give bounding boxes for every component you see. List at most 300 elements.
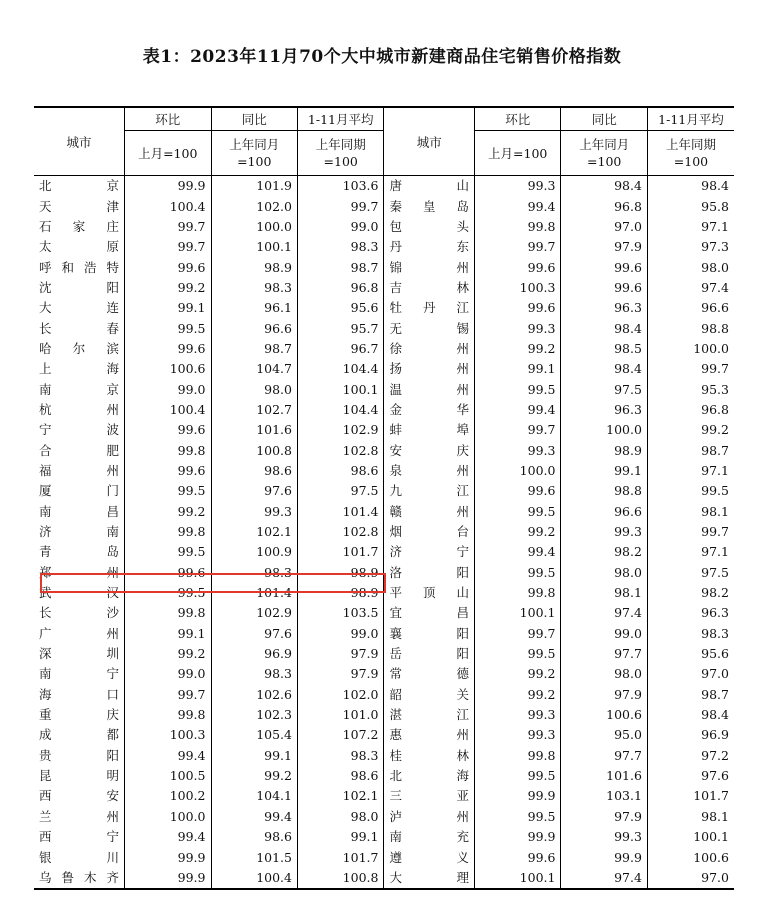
yoy-header-right: 同比 xyxy=(561,107,647,131)
city-cell: 济南 xyxy=(34,522,125,542)
yoy-value: 100.6 xyxy=(561,705,647,725)
mom-value: 99.5 xyxy=(474,563,560,583)
yoy-value: 102.1 xyxy=(211,522,297,542)
city-cell: 太原 xyxy=(34,237,125,257)
avg-header-right: 1-11月平均 xyxy=(647,107,734,131)
avg-value: 98.8 xyxy=(701,320,729,336)
table-row xyxy=(34,217,734,237)
mom-header-left: 环比 xyxy=(125,107,211,131)
avg-value: 100.0 xyxy=(693,340,729,356)
yoy-value: 98.1 xyxy=(561,583,647,603)
avg-value: 96.8 xyxy=(297,278,383,298)
mom-value: 99.5 xyxy=(125,318,211,338)
yoy-value: 99.6 xyxy=(561,257,647,277)
yoy-value: 98.3 xyxy=(211,563,297,583)
table-row xyxy=(34,807,734,827)
avg-value: 101.7 xyxy=(693,788,729,804)
table-row xyxy=(34,847,734,867)
mom-value: 99.6 xyxy=(474,847,560,867)
yoy-value: 98.8 xyxy=(561,481,647,501)
avg-value: 99.7 xyxy=(701,524,729,540)
avg-value: 95.6 xyxy=(701,646,729,662)
avg-value: 97.4 xyxy=(701,279,729,295)
city-cell: 重庆 xyxy=(34,705,125,725)
yoy-value: 98.0 xyxy=(561,664,647,684)
city-cell: 牡丹江 xyxy=(384,298,475,318)
avg-value: 98.1 xyxy=(701,503,729,519)
mom-value: 99.7 xyxy=(125,237,211,257)
header-row-1 xyxy=(34,107,734,131)
mom-value: 99.6 xyxy=(125,420,211,440)
yoy-value: 99.1 xyxy=(561,461,647,481)
yoy-value: 97.5 xyxy=(561,379,647,399)
city-cell: 宜昌 xyxy=(384,603,475,623)
city-cell: 包头 xyxy=(384,217,475,237)
city-cell: 南宁 xyxy=(34,664,125,684)
city-cell: 安庆 xyxy=(384,440,475,460)
yoy-value: 98.3 xyxy=(211,664,297,684)
mom-value: 99.5 xyxy=(474,502,560,522)
avg-value: 102.9 xyxy=(297,420,383,440)
yoy-value: 97.9 xyxy=(561,237,647,257)
mom-value: 99.8 xyxy=(474,583,560,603)
city-cell: 哈尔滨 xyxy=(34,339,125,359)
mom-value: 99.6 xyxy=(474,257,560,277)
mom-value: 99.7 xyxy=(474,624,560,644)
avg-value: 102.8 xyxy=(297,522,383,542)
yoy-value: 97.9 xyxy=(561,807,647,827)
mom-value: 100.3 xyxy=(125,725,211,745)
city-cell: 乌鲁木齐 xyxy=(34,868,125,889)
table-row xyxy=(34,868,734,889)
city-cell: 兰州 xyxy=(34,807,125,827)
yoy-value: 97.6 xyxy=(211,481,297,501)
yoy-value: 99.3 xyxy=(561,827,647,847)
table-row xyxy=(34,766,734,786)
table-row xyxy=(34,481,734,501)
city-cell: 郑州 xyxy=(34,563,125,583)
avg-value: 99.1 xyxy=(297,827,383,847)
table-row xyxy=(34,461,734,481)
avg-value: 102.0 xyxy=(297,685,383,705)
mom-value: 99.2 xyxy=(474,522,560,542)
table-row xyxy=(34,278,734,298)
city-cell: 武汉 xyxy=(34,583,125,603)
avg-value: 101.7 xyxy=(297,847,383,867)
avg-value: 99.7 xyxy=(701,361,729,377)
mom-header-right: 环比 xyxy=(474,107,560,131)
mom-value: 99.9 xyxy=(125,176,211,197)
yoy-value: 100.9 xyxy=(211,542,297,562)
yoy-value: 98.9 xyxy=(211,257,297,277)
city-cell: 常德 xyxy=(384,664,475,684)
mom-value: 99.0 xyxy=(125,379,211,399)
avg-value: 97.9 xyxy=(297,664,383,684)
table-row xyxy=(34,400,734,420)
city-cell: 丹东 xyxy=(384,237,475,257)
mom-value: 99.1 xyxy=(125,298,211,318)
mom-value: 99.5 xyxy=(474,644,560,664)
city-cell: 赣州 xyxy=(384,502,475,522)
yoy-value: 96.3 xyxy=(561,298,647,318)
yoy-value: 95.0 xyxy=(561,725,647,745)
avg-value: 97.0 xyxy=(647,868,734,889)
city-cell: 九江 xyxy=(384,481,475,501)
table-row xyxy=(34,420,734,440)
avg-value: 97.3 xyxy=(701,239,729,255)
city-cell: 南京 xyxy=(34,379,125,399)
avg-value: 95.6 xyxy=(297,298,383,318)
city-cell: 洛阳 xyxy=(384,563,475,583)
city-cell: 襄阳 xyxy=(384,624,475,644)
city-cell: 上海 xyxy=(34,359,125,379)
avg-value: 102.8 xyxy=(297,440,383,460)
mom-base-right: 上月=100 xyxy=(474,131,560,176)
mom-value: 99.5 xyxy=(474,766,560,786)
avg-value: 98.3 xyxy=(297,237,383,257)
table-row xyxy=(34,644,734,664)
city-cell: 扬州 xyxy=(384,359,475,379)
mom-value: 99.6 xyxy=(125,461,211,481)
table-row xyxy=(34,440,734,460)
city-cell: 天津 xyxy=(34,196,125,216)
avg-value: 97.2 xyxy=(701,747,729,763)
yoy-value: 101.6 xyxy=(561,766,647,786)
avg-value: 97.1 xyxy=(701,218,729,234)
mom-value: 99.1 xyxy=(125,624,211,644)
mom-value: 99.4 xyxy=(474,196,560,216)
yoy-value: 101.6 xyxy=(211,420,297,440)
mom-value: 99.6 xyxy=(474,481,560,501)
page-title: 表1：2023年11月70个大中城市新建商品住宅销售价格指数 xyxy=(142,47,622,67)
city-cell: 岳阳 xyxy=(384,644,475,664)
city-cell: 大理 xyxy=(384,868,475,889)
avg-value: 96.7 xyxy=(297,339,383,359)
yoy-value: 103.1 xyxy=(561,786,647,806)
avg-value: 98.3 xyxy=(297,746,383,766)
city-cell: 深圳 xyxy=(34,644,125,664)
city-cell: 蚌埠 xyxy=(384,420,475,440)
city-cell: 广州 xyxy=(34,624,125,644)
mom-value: 99.5 xyxy=(125,583,211,603)
table-row xyxy=(34,379,734,399)
yoy-base-right: 上年同月 =100 xyxy=(561,131,647,176)
yoy-value: 101.9 xyxy=(211,176,297,197)
yoy-value: 99.6 xyxy=(561,278,647,298)
city-cell: 北京 xyxy=(34,176,125,197)
yoy-value: 96.8 xyxy=(561,196,647,216)
avg-value: 99.2 xyxy=(701,422,729,438)
avg-value: 103.5 xyxy=(297,603,383,623)
mom-value: 99.7 xyxy=(125,217,211,237)
mom-value: 99.8 xyxy=(474,217,560,237)
city-cell: 金华 xyxy=(384,400,475,420)
table-row xyxy=(34,786,734,806)
yoy-value: 104.7 xyxy=(211,359,297,379)
avg-value: 103.6 xyxy=(297,176,383,197)
yoy-value: 98.6 xyxy=(211,827,297,847)
city-cell: 韶关 xyxy=(384,685,475,705)
yoy-value: 101.5 xyxy=(211,847,297,867)
city-cell: 宁波 xyxy=(34,420,125,440)
avg-value: 101.0 xyxy=(297,705,383,725)
yoy-value: 100.8 xyxy=(211,440,297,460)
avg-value: 96.9 xyxy=(701,727,729,743)
city-cell: 银川 xyxy=(34,847,125,867)
yoy-value: 102.3 xyxy=(211,705,297,725)
avg-value: 98.0 xyxy=(701,259,729,275)
mom-value: 99.0 xyxy=(125,664,211,684)
mom-value: 99.3 xyxy=(474,725,560,745)
city-cell: 南充 xyxy=(384,827,475,847)
avg-value: 99.7 xyxy=(297,196,383,216)
avg-header-left: 1-11月平均 xyxy=(297,107,383,131)
mom-value: 99.8 xyxy=(125,440,211,460)
city-cell: 徐州 xyxy=(384,339,475,359)
mom-value: 99.4 xyxy=(474,400,560,420)
mom-value: 99.3 xyxy=(474,705,560,725)
avg-value: 96.3 xyxy=(701,605,729,621)
city-cell: 桂林 xyxy=(384,746,475,766)
avg-value: 100.1 xyxy=(693,829,729,845)
mom-value: 99.3 xyxy=(474,176,560,197)
mom-value: 100.0 xyxy=(474,461,560,481)
avg-value: 95.8 xyxy=(701,198,729,214)
city-cell: 厦门 xyxy=(34,481,125,501)
yoy-value: 98.4 xyxy=(561,176,647,197)
yoy-value: 98.3 xyxy=(211,278,297,298)
mom-value: 99.2 xyxy=(474,664,560,684)
yoy-value: 102.0 xyxy=(211,196,297,216)
avg-value: 98.0 xyxy=(297,807,383,827)
city-cell: 石家庄 xyxy=(34,217,125,237)
city-cell: 锦州 xyxy=(384,257,475,277)
avg-value: 98.9 xyxy=(297,583,383,603)
avg-value: 104.4 xyxy=(297,400,383,420)
city-cell: 大连 xyxy=(34,298,125,318)
city-cell: 西安 xyxy=(34,786,125,806)
city-cell: 青岛 xyxy=(34,542,125,562)
avg-value: 102.1 xyxy=(297,786,383,806)
city-cell: 沈阳 xyxy=(34,278,125,298)
mom-value: 99.7 xyxy=(474,237,560,257)
mom-value: 99.3 xyxy=(474,440,560,460)
table-row xyxy=(34,705,734,725)
avg-value: 95.7 xyxy=(297,318,383,338)
mom-value: 99.4 xyxy=(125,746,211,766)
mom-value: 99.8 xyxy=(125,603,211,623)
avg-value: 97.1 xyxy=(701,544,729,560)
yoy-value: 98.9 xyxy=(561,440,647,460)
mom-value: 99.9 xyxy=(474,786,560,806)
avg-value: 98.7 xyxy=(701,686,729,702)
avg-value: 99.0 xyxy=(297,624,383,644)
city-cell: 杭州 xyxy=(34,400,125,420)
table-row xyxy=(34,298,734,318)
mom-value: 99.6 xyxy=(125,339,211,359)
table-row xyxy=(34,624,734,644)
avg-value: 99.5 xyxy=(701,483,729,499)
avg-value: 107.2 xyxy=(297,725,383,745)
avg-value: 100.8 xyxy=(297,868,383,889)
table-row xyxy=(34,685,734,705)
yoy-value: 102.7 xyxy=(211,400,297,420)
mom-value: 99.7 xyxy=(474,420,560,440)
mom-value: 99.2 xyxy=(125,278,211,298)
city-header-right: 城市 xyxy=(384,107,475,176)
yoy-value: 102.9 xyxy=(211,603,297,623)
avg-value: 98.7 xyxy=(297,257,383,277)
city-cell: 长沙 xyxy=(34,603,125,623)
yoy-value: 96.9 xyxy=(211,644,297,664)
mom-value: 100.2 xyxy=(125,786,211,806)
yoy-value: 98.0 xyxy=(211,379,297,399)
avg-value: 104.4 xyxy=(297,359,383,379)
yoy-value: 97.6 xyxy=(211,624,297,644)
yoy-value: 99.3 xyxy=(211,502,297,522)
avg-base-right: 上年同期 =100 xyxy=(647,131,734,176)
avg-value: 96.6 xyxy=(701,300,729,316)
yoy-value: 102.6 xyxy=(211,685,297,705)
mom-value: 100.3 xyxy=(474,278,560,298)
table-row xyxy=(34,746,734,766)
city-cell: 湛江 xyxy=(384,705,475,725)
mom-value: 99.4 xyxy=(125,827,211,847)
yoy-header-left: 同比 xyxy=(211,107,297,131)
table-row xyxy=(34,603,734,623)
city-cell: 平顶山 xyxy=(384,583,475,603)
table-body xyxy=(34,176,734,890)
avg-value: 98.6 xyxy=(297,766,383,786)
city-cell: 温州 xyxy=(384,379,475,399)
yoy-value: 98.6 xyxy=(211,461,297,481)
yoy-value: 96.1 xyxy=(211,298,297,318)
city-cell: 吉林 xyxy=(384,278,475,298)
mom-value: 100.1 xyxy=(474,603,560,623)
avg-value: 98.3 xyxy=(701,625,729,641)
city-cell: 昆明 xyxy=(34,766,125,786)
yoy-value: 96.6 xyxy=(211,318,297,338)
city-cell: 成都 xyxy=(34,725,125,745)
yoy-value: 97.9 xyxy=(561,685,647,705)
avg-value: 98.4 xyxy=(701,178,729,194)
yoy-value: 98.0 xyxy=(561,563,647,583)
yoy-value: 101.4 xyxy=(211,583,297,603)
yoy-value: 98.7 xyxy=(211,339,297,359)
avg-value: 98.9 xyxy=(297,563,383,583)
yoy-value: 100.0 xyxy=(561,420,647,440)
city-cell: 贵阳 xyxy=(34,746,125,766)
city-cell: 秦皇岛 xyxy=(384,196,475,216)
table-row xyxy=(34,725,734,745)
mom-value: 100.0 xyxy=(125,807,211,827)
avg-value: 97.5 xyxy=(297,481,383,501)
mom-value: 99.4 xyxy=(474,542,560,562)
avg-value: 95.3 xyxy=(701,381,729,397)
yoy-value: 100.0 xyxy=(211,217,297,237)
city-cell: 西宁 xyxy=(34,827,125,847)
yoy-value: 96.6 xyxy=(561,502,647,522)
city-cell: 合肥 xyxy=(34,440,125,460)
price-index-table xyxy=(34,106,734,890)
mom-value: 99.1 xyxy=(474,359,560,379)
table-row xyxy=(34,237,734,257)
mom-value: 99.6 xyxy=(125,257,211,277)
table-row xyxy=(34,522,734,542)
mom-value: 99.8 xyxy=(125,705,211,725)
city-cell: 呼和浩特 xyxy=(34,257,125,277)
city-cell: 北海 xyxy=(384,766,475,786)
city-cell: 烟台 xyxy=(384,522,475,542)
city-cell: 三亚 xyxy=(384,786,475,806)
city-cell: 海口 xyxy=(34,685,125,705)
avg-value: 98.7 xyxy=(701,442,729,458)
table-row xyxy=(34,502,734,522)
yoy-value: 98.2 xyxy=(561,542,647,562)
avg-value: 97.6 xyxy=(701,768,729,784)
yoy-value: 98.5 xyxy=(561,339,647,359)
yoy-value: 97.4 xyxy=(561,868,647,889)
yoy-value: 99.3 xyxy=(561,522,647,542)
mom-value: 99.9 xyxy=(125,847,211,867)
yoy-value: 100.1 xyxy=(211,237,297,257)
mom-value: 99.6 xyxy=(125,563,211,583)
mom-base-left: 上月=100 xyxy=(125,131,211,176)
city-cell: 济宁 xyxy=(384,542,475,562)
table-row xyxy=(34,196,734,216)
city-cell: 唐山 xyxy=(384,176,475,197)
avg-value: 98.4 xyxy=(701,707,729,723)
mom-value: 99.2 xyxy=(125,502,211,522)
table-row xyxy=(34,583,734,603)
city-cell: 南昌 xyxy=(34,502,125,522)
mom-value: 99.3 xyxy=(474,318,560,338)
yoy-value: 105.4 xyxy=(211,725,297,745)
yoy-value: 97.7 xyxy=(561,746,647,766)
city-cell: 泸州 xyxy=(384,807,475,827)
avg-value: 99.0 xyxy=(297,217,383,237)
city-header-left: 城市 xyxy=(34,107,125,176)
mom-value: 99.5 xyxy=(474,807,560,827)
mom-value: 99.2 xyxy=(474,685,560,705)
table-row xyxy=(34,359,734,379)
table-row xyxy=(34,664,734,684)
mom-value: 99.8 xyxy=(474,746,560,766)
avg-value: 98.2 xyxy=(701,585,729,601)
city-cell: 遵义 xyxy=(384,847,475,867)
mom-value: 100.4 xyxy=(125,196,211,216)
yoy-value: 99.4 xyxy=(211,807,297,827)
table-row xyxy=(34,563,734,583)
mom-value: 99.9 xyxy=(125,868,211,889)
yoy-value: 97.4 xyxy=(561,603,647,623)
yoy-value: 98.4 xyxy=(561,318,647,338)
avg-value: 96.8 xyxy=(701,401,729,417)
mom-value: 99.5 xyxy=(474,379,560,399)
mom-value: 100.6 xyxy=(125,359,211,379)
city-cell: 福州 xyxy=(34,461,125,481)
yoy-value: 96.3 xyxy=(561,400,647,420)
avg-value: 101.7 xyxy=(297,542,383,562)
yoy-value: 99.0 xyxy=(561,624,647,644)
table-row xyxy=(34,176,734,197)
avg-value: 98.1 xyxy=(701,808,729,824)
table-row xyxy=(34,339,734,359)
yoy-value: 97.7 xyxy=(561,644,647,664)
city-cell: 无锡 xyxy=(384,318,475,338)
yoy-value: 97.0 xyxy=(561,217,647,237)
avg-value: 97.5 xyxy=(701,564,729,580)
